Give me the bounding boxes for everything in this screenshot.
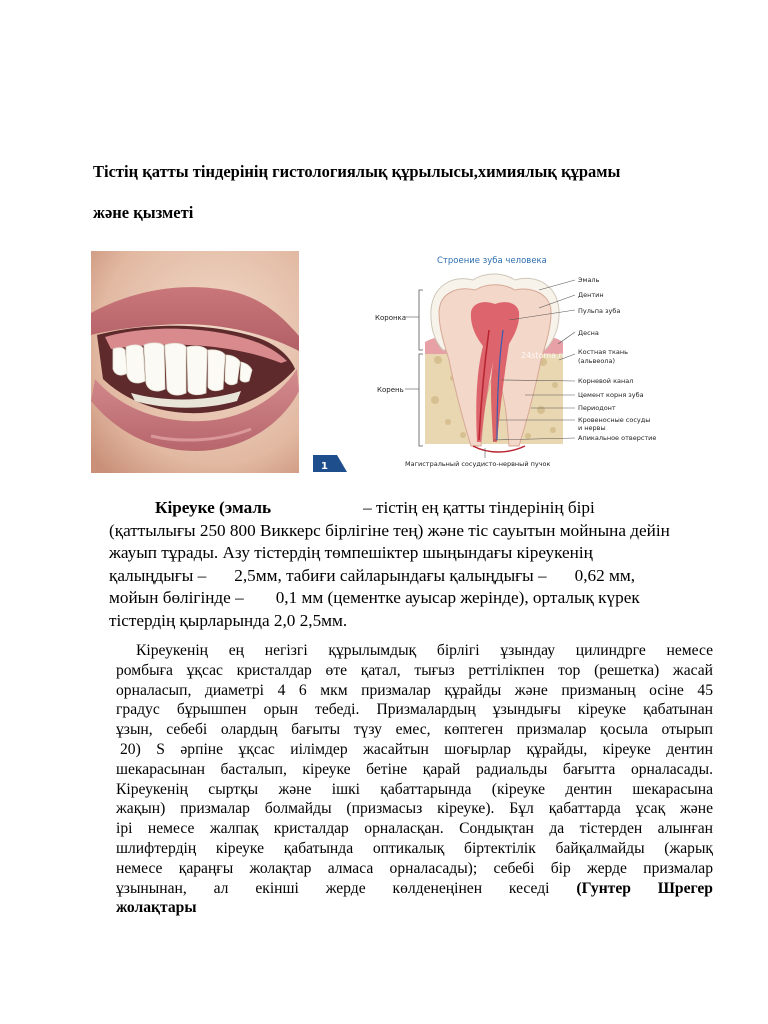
document-title-line2: және қызметі <box>93 203 194 222</box>
figure-number: 1 <box>321 461 328 472</box>
label-bone-sub: (альвеола) <box>578 357 615 365</box>
label-apex: Апикальное отверстие <box>578 434 657 442</box>
term-enamel: Кіреуке (эмаль <box>155 498 272 517</box>
label-bone: Костная ткань <box>578 348 628 356</box>
smile-illustration <box>91 251 299 473</box>
shreger-bands-term: (Гунтер Шрегер <box>576 879 713 897</box>
tooth-structure-diagram <box>313 250 695 472</box>
figure-number-badge <box>313 455 347 472</box>
label-periodont: Периодонт <box>578 404 616 412</box>
diagram-watermark: 24stoma.ru <box>521 351 567 360</box>
label-crown: Коронка <box>375 314 407 322</box>
document-title: Тістің қатты тіндерінің гистологиялық құрылысы,химиялық құрамы <box>93 162 621 181</box>
label-vessels: Кровеносные сосуды <box>578 416 651 424</box>
label-pulp: Пульпа зуба <box>578 307 621 315</box>
label-vessels-sub: и нервы <box>578 424 606 432</box>
enamel-definition: Кіреуке (эмаль – тістің ең қатты тіндерінің бірі (қаттылығы 250 800 Виккерс бірлігіне тең) және тіс сауытын мойнына дейін жауып тұрады. Азу тістердің төмпешіктер шыңындағы кіреукенің қалыңдығы – 2,5мм, табиғи сайларындағы қалыңдығы – 0,62 мм, мойын бөлігінде – 0,1 мм (цементке ауысар жерінде), орталық күрек тістердің қырларында 2,0 2,5мм. <box>109 498 670 630</box>
label-gum: Десна <box>578 329 599 337</box>
diagram-heading: Строение зуба человека <box>437 256 547 266</box>
smile-photo <box>91 251 299 473</box>
label-enamel: Эмаль <box>578 276 600 284</box>
label-cement: Цемент корня зуба <box>578 391 644 399</box>
label-bundle: Магистральный сосудисто-нервный пучок <box>405 460 551 468</box>
label-root: Корень <box>377 386 404 394</box>
tooth-structure-illustration <box>313 250 695 472</box>
label-root-canal: Корневой канал <box>578 377 634 385</box>
body-paragraph: Кіреукенің ең негізгі құрылымдық бірлігі ұзындау цилиндрге немесе ромбыға ұқсас кристалдар өте қатал, тығыз реттілікпен тор (решетка) жасай орналасып, диаметрі 4 6 мкм призмалар құрайды және призманың осіне 45 градус бұрышпен орын тебеді. Призмалардың ұзындығы кіреуке қабатынан ұзын, себебі олардың бағыты түзу емес, көптеген призмалар қосыла отырып 20) S әрпіне ұқсас иілімдер жасайтын шоғырлар құрайды, кіреуке дентин шекарасынан басталып, кіреуке бетіне қарай радиальды бағытта орналасады. Кіреукенің сыртқы және ішкі қабаттарында (кіреуке дентин шекарасына жақын) призмалар болмайды (призмасыз кіреуке). Бұл қабаттарда ұсақ және ірі немесе жалпақ кристалдар орналасқан. Сондықтан да тістерден алынған шлифтердің кіреуке қабатында оптикалық біртектілік байқалмайды (жарық немесе қараңғы жолақтар алмаса орналасады); себебі бір жерде призмалар ұзынынан, ал екінші жерде көлденеңінен кеседі (Гунтер Шрегер жолақтары <box>116 642 713 917</box>
label-dentin: Дентин <box>578 291 604 299</box>
